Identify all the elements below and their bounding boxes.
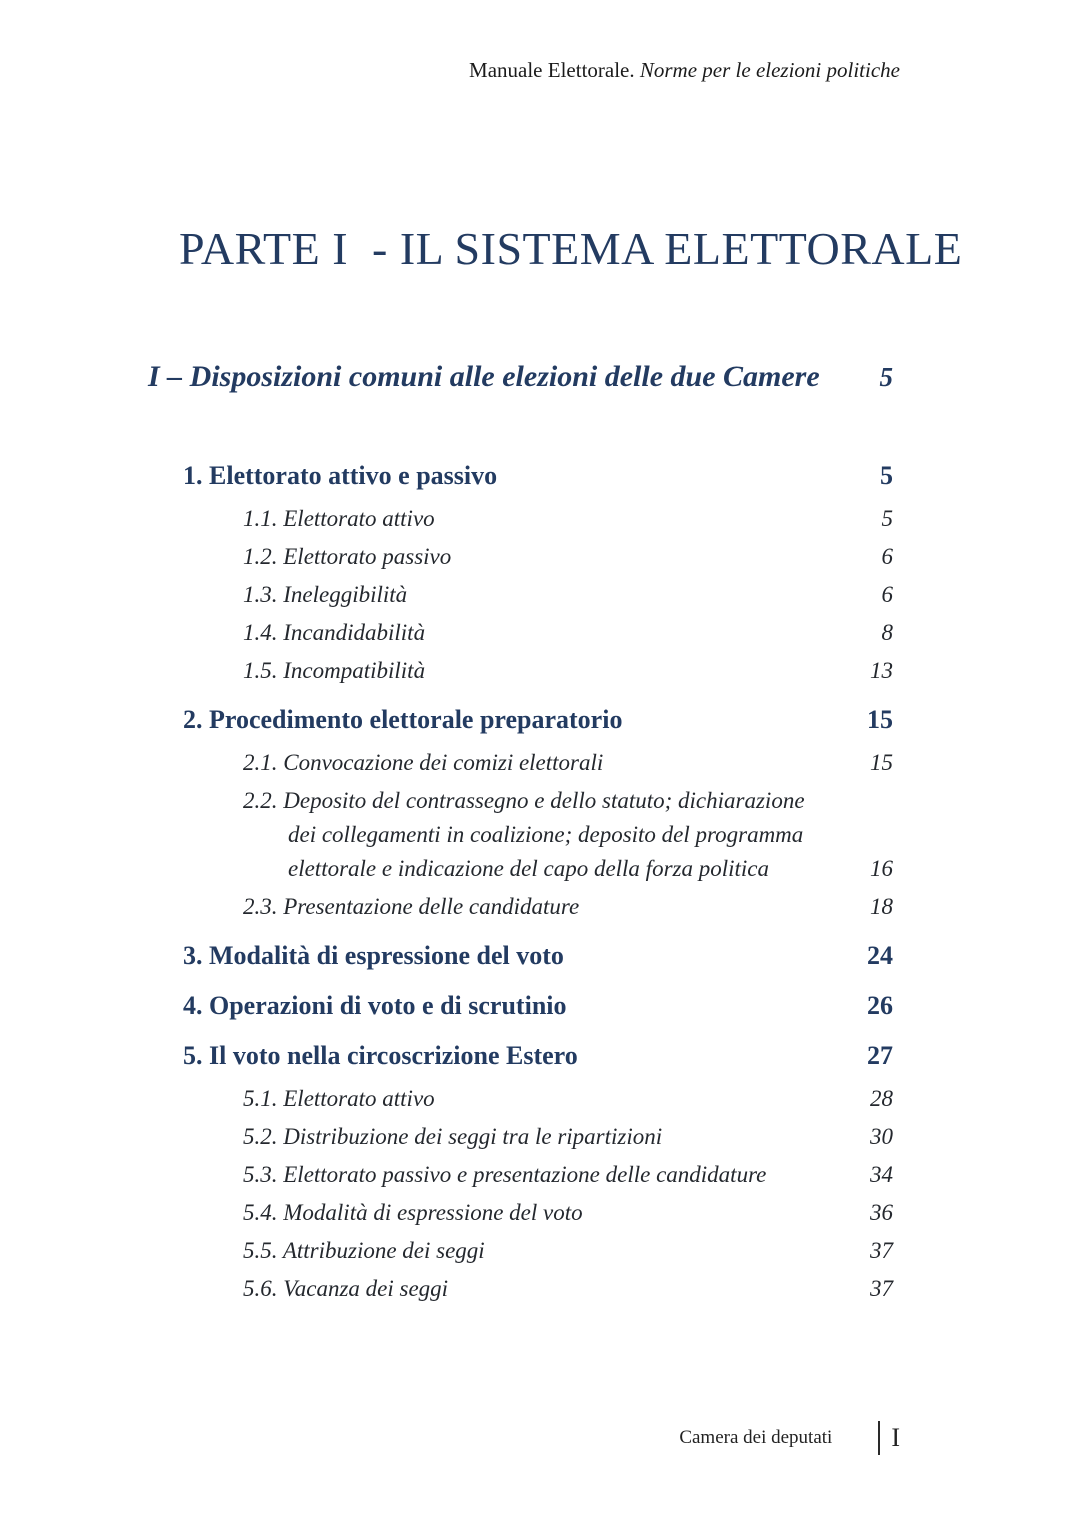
toc-entry-page: 13 bbox=[870, 658, 893, 683]
toc-entry-label: 1.1. Elettorato attivo bbox=[243, 506, 435, 531]
toc-subsection-row bbox=[243, 1120, 893, 1154]
toc-entry-label: 5.2. Distribuzione dei seggi tra le ripartizioni bbox=[243, 1124, 663, 1149]
toc-subsection-row bbox=[243, 1082, 893, 1116]
toc-section-row bbox=[183, 702, 893, 738]
toc-subsection-row bbox=[243, 890, 893, 924]
chapter-title: I – Disposizioni comuni alle elezioni delle due Camere bbox=[148, 360, 820, 393]
toc-entry-label: 1.3. Ineleggibilità bbox=[243, 582, 408, 607]
toc-subsection-row bbox=[243, 746, 893, 780]
toc-subsection-row bbox=[243, 540, 893, 574]
toc-entry-page: 37 bbox=[870, 1238, 893, 1263]
toc-entry-label: 2.2. Deposito del contrassegno e dello statuto; dichiarazione dei collegamenti in coalizione; deposito del programma elettorale e indicazione del capo della forza politica bbox=[243, 788, 805, 881]
part-title: PARTE I - IL SISTEMA ELETTORALE bbox=[179, 223, 963, 274]
toc-entry-page: 18 bbox=[870, 894, 893, 919]
chapter-page-number: 5 bbox=[879, 362, 893, 392]
toc-entry-label: 5.3. Elettorato passivo e presentazione delle candidature bbox=[243, 1162, 767, 1187]
toc-entry-label: 3. Modalità di espressione del voto bbox=[183, 941, 564, 970]
header-subtitle: Norme per le elezioni politiche bbox=[634, 58, 900, 82]
toc-entry-page: 6 bbox=[881, 582, 893, 607]
toc-subsection-row bbox=[243, 784, 893, 886]
header-book-title: Manuale Elettorale. bbox=[469, 58, 635, 82]
toc-entry-label: 5. Il voto nella circoscrizione Estero bbox=[183, 1041, 578, 1070]
toc-entry-page: 24 bbox=[867, 941, 893, 970]
toc-entry-label: 1.4. Incandidabilità bbox=[243, 620, 426, 645]
toc-entry-label: 5.5. Attribuzione dei seggi bbox=[243, 1238, 485, 1263]
table-of-contents bbox=[148, 458, 893, 1306]
toc-entry-label: 1.2. Elettorato passivo bbox=[243, 544, 452, 569]
toc-entry-page: 6 bbox=[881, 544, 893, 569]
toc-entry-page: 36 bbox=[870, 1200, 893, 1225]
toc-entry-label: 2. Procedimento elettorale preparatorio bbox=[183, 705, 623, 734]
toc-entry-page: 28 bbox=[870, 1086, 893, 1111]
toc-subsection-row bbox=[243, 616, 893, 650]
running-header bbox=[469, 58, 900, 83]
toc-entry-page: 30 bbox=[870, 1124, 893, 1149]
toc-entry-label: 5.4. Modalità di espressione del voto bbox=[243, 1200, 583, 1225]
toc-content bbox=[148, 356, 893, 1310]
toc-subsection-row bbox=[243, 502, 893, 536]
toc-subsection-row bbox=[243, 578, 893, 612]
toc-entry-page: 27 bbox=[867, 1041, 893, 1070]
toc-section-row bbox=[183, 938, 893, 974]
footer-page-number: I bbox=[891, 1423, 900, 1452]
chapter-heading-row bbox=[148, 356, 893, 398]
toc-entry-page: 26 bbox=[867, 991, 893, 1020]
toc-entry-page: 37 bbox=[870, 1276, 893, 1301]
footer-divider bbox=[878, 1421, 880, 1455]
toc-entry-page: 8 bbox=[881, 620, 893, 645]
toc-subsection-row bbox=[243, 1272, 893, 1306]
toc-entry-label: 1.5. Incompatibilità bbox=[243, 658, 426, 683]
toc-entry-label: 2.3. Presentazione delle candidature bbox=[243, 894, 580, 919]
toc-entry-page: 34 bbox=[870, 1162, 893, 1187]
toc-subsection-row bbox=[243, 1234, 893, 1268]
toc-entry-page: 16 bbox=[870, 856, 893, 881]
toc-subsection-row bbox=[243, 1158, 893, 1192]
page-footer bbox=[679, 1421, 900, 1455]
toc-entry-page: 5 bbox=[881, 506, 893, 531]
toc-subsection-row bbox=[243, 1196, 893, 1230]
toc-section-row bbox=[183, 458, 893, 494]
toc-entry-label: 5.6. Vacanza dei seggi bbox=[243, 1276, 449, 1301]
footer-publisher: Camera dei deputati bbox=[679, 1427, 833, 1448]
toc-entry-label: 5.1. Elettorato attivo bbox=[243, 1086, 435, 1111]
toc-entry-page: 15 bbox=[867, 705, 893, 734]
toc-entry-page: 15 bbox=[870, 750, 893, 775]
toc-subsection-row bbox=[243, 654, 893, 688]
toc-section-row bbox=[183, 988, 893, 1024]
toc-entry-label: 1. Elettorato attivo e passivo bbox=[183, 461, 498, 490]
toc-entry-label: 2.1. Convocazione dei comizi elettorali bbox=[243, 750, 604, 775]
toc-entry-page: 5 bbox=[880, 461, 893, 490]
toc-entry-label: 4. Operazioni di voto e di scrutinio bbox=[183, 991, 567, 1020]
toc-section-row bbox=[183, 1038, 893, 1074]
